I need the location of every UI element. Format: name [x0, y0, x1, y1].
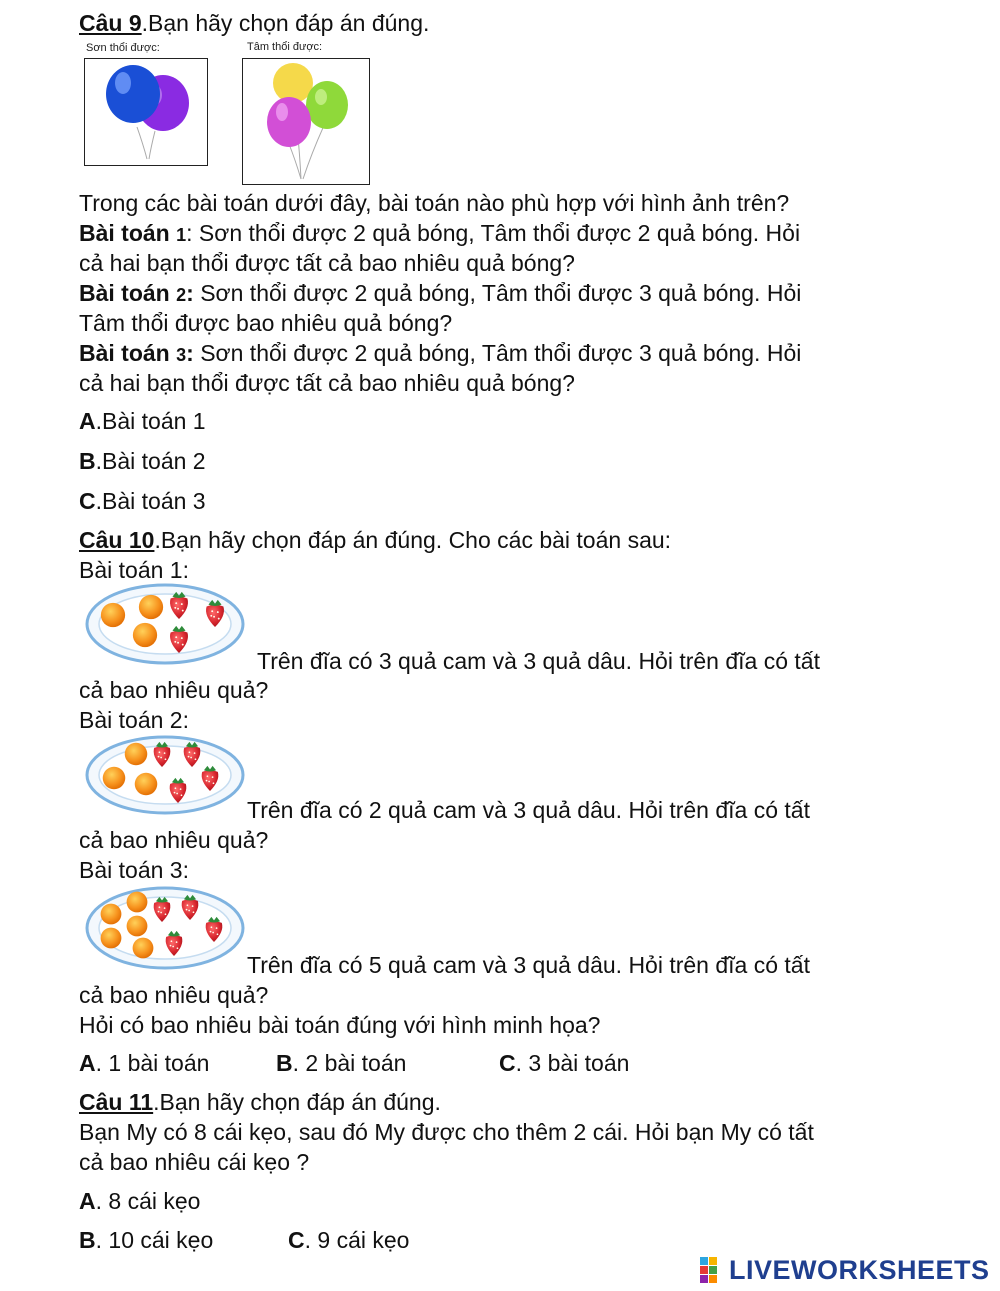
- q9-number: Câu 9: [79, 10, 142, 36]
- q11-option-b[interactable]: [79, 1225, 213, 1255]
- q11-prompt: .Bạn hãy chọn đáp án đúng.: [153, 1089, 441, 1115]
- fruit-plate-2-icon: [85, 735, 245, 815]
- brand-text: LIVEWORKSHEETS: [729, 1254, 990, 1285]
- q10-option-a-text: . 1 bài toán: [95, 1050, 210, 1076]
- q10-option-b[interactable]: [276, 1048, 406, 1078]
- blocks-icon: [700, 1257, 726, 1283]
- q9-problem-3-sep: :: [186, 340, 194, 366]
- q9-problem-2-title: Bài toán: [79, 280, 170, 306]
- q9-option-b-text: .Bài toán 2: [95, 448, 206, 474]
- son-balloons-image: [84, 58, 208, 166]
- q10-problem-2-title: Bài toán 2:: [79, 707, 189, 733]
- q9-problem-2-line1: Sơn thổi được 2 quả bóng, Tâm thổi được 3 quả bóng. Hỏi: [193, 280, 802, 306]
- q10-option-b-text: . 2 bài toán: [292, 1050, 407, 1076]
- q9-problem-3-line1: Sơn thổi được 2 quả bóng, Tâm thổi được 3 quả bóng. Hỏi: [193, 340, 802, 366]
- q11-option-b-text: . 10 cái kẹo: [95, 1227, 214, 1253]
- q9-option-a[interactable]: [79, 406, 206, 436]
- q9-problem-2-line2: Tâm thổi được bao nhiêu quả bóng?: [79, 310, 453, 336]
- tam-balloons-image: [242, 58, 370, 185]
- q10-option-a[interactable]: [79, 1048, 209, 1078]
- q11-option-c-letter: C: [288, 1227, 305, 1253]
- q9-problem-2: [79, 278, 801, 310]
- q10-problem-1-line2: cả bao nhiêu quả?: [79, 677, 269, 703]
- q9-option-b[interactable]: [79, 446, 206, 476]
- q10-question: Hỏi có bao nhiêu bài toán đúng với hình minh họa?: [79, 1012, 601, 1038]
- label-son: Sơn thổi được:: [86, 42, 160, 54]
- q9-problem-3-line2: cả hai bạn thổi được tất cả bao nhiêu quả bóng?: [79, 370, 575, 396]
- q11-number: Câu 11: [79, 1089, 154, 1115]
- fruit-plate-3-icon: [85, 886, 245, 970]
- q9-problem-1-num: 1: [176, 225, 187, 245]
- q9-option-c-letter: C: [79, 488, 96, 514]
- q11-line1: Bạn My có 8 cái kẹo, sau đó My được cho thêm 2 cái. Hỏi bạn My có tất: [79, 1119, 814, 1145]
- q11-option-c[interactable]: [288, 1225, 409, 1255]
- q10-option-b-letter: B: [276, 1050, 293, 1076]
- q9-problem-1-line2: cả hai bạn thổi được tất cả bao nhiêu quả bóng?: [79, 250, 575, 276]
- q9-option-c-text: .Bài toán 3: [95, 488, 206, 514]
- q9-prompt: .Bạn hãy chọn đáp án đúng.: [141, 10, 430, 36]
- q9-heading: [79, 8, 429, 38]
- q10-option-a-letter: A: [79, 1050, 96, 1076]
- q10-option-c[interactable]: [499, 1048, 629, 1078]
- q9-option-a-letter: A: [79, 408, 96, 434]
- plate-3-image: [85, 886, 245, 970]
- q11-option-b-letter: B: [79, 1227, 96, 1253]
- q11-option-a[interactable]: [79, 1186, 200, 1216]
- q9-problem-3-num: 3: [176, 345, 187, 365]
- balloons-2-icon: [85, 59, 207, 165]
- q10-problem-1-title: Bài toán 1:: [79, 557, 189, 583]
- q9-option-c[interactable]: [79, 486, 206, 516]
- fruit-plate-1-icon: [85, 583, 245, 665]
- q10-problem-3-line2: cả bao nhiêu quả?: [79, 982, 269, 1008]
- q9-problem-2-num: 2: [176, 285, 187, 305]
- q9-problem-3-title: Bài toán: [79, 340, 170, 366]
- q10-problem-3-title: Bài toán 3:: [79, 857, 189, 883]
- q10-problem-2-line2: cả bao nhiêu quả?: [79, 827, 269, 853]
- q10-problem-3-line1: Trên đĩa có 5 quả cam và 3 quả dâu. Hỏi trên đĩa có tất: [247, 952, 810, 978]
- q9-problem-1-sep: :: [186, 220, 193, 246]
- liveworksheets-logo[interactable]: [700, 1255, 990, 1285]
- q9-option-b-letter: B: [79, 448, 96, 474]
- q10-prompt: .Bạn hãy chọn đáp án đúng. Cho các bài toán sau:: [154, 527, 672, 553]
- balloons-3-icon: [243, 59, 369, 184]
- q10-problem-2-line1: Trên đĩa có 2 quả cam và 3 quả dâu. Hỏi trên đĩa có tất: [247, 797, 810, 823]
- q10-heading: [79, 525, 671, 555]
- q11-option-c-text: . 9 cái kẹo: [304, 1227, 410, 1253]
- q10-option-c-letter: C: [499, 1050, 516, 1076]
- q9-problem-1-line1: Sơn thổi được 2 quả bóng, Tâm thổi được 2 quả bóng. Hỏi: [192, 220, 801, 246]
- q10-option-c-text: . 3 bài toán: [515, 1050, 630, 1076]
- plate-2-image: [85, 735, 245, 815]
- q9-problem-2-sep: :: [186, 280, 194, 306]
- q9-problem-1-title: Bài toán: [79, 220, 170, 246]
- q10-problem-1-line1: Trên đĩa có 3 quả cam và 3 quả dâu. Hỏi trên đĩa có tất: [257, 648, 820, 674]
- q11-line2: cả bao nhiêu cái kẹo ?: [79, 1149, 310, 1175]
- plate-1-image: [85, 583, 245, 665]
- q9-problem-1: [79, 218, 800, 250]
- q11-option-a-letter: A: [79, 1188, 96, 1214]
- q9-problem-3: [79, 338, 801, 370]
- q11-heading: [79, 1087, 441, 1117]
- q9-option-a-text: .Bài toán 1: [95, 408, 206, 434]
- q11-option-a-text: . 8 cái kẹo: [95, 1188, 201, 1214]
- q10-number: Câu 10: [79, 527, 155, 553]
- label-tam: Tâm thổi được:: [247, 41, 323, 53]
- q9-question: Trong các bài toán dưới đây, bài toán nào phù hợp với hình ảnh trên?: [79, 190, 790, 216]
